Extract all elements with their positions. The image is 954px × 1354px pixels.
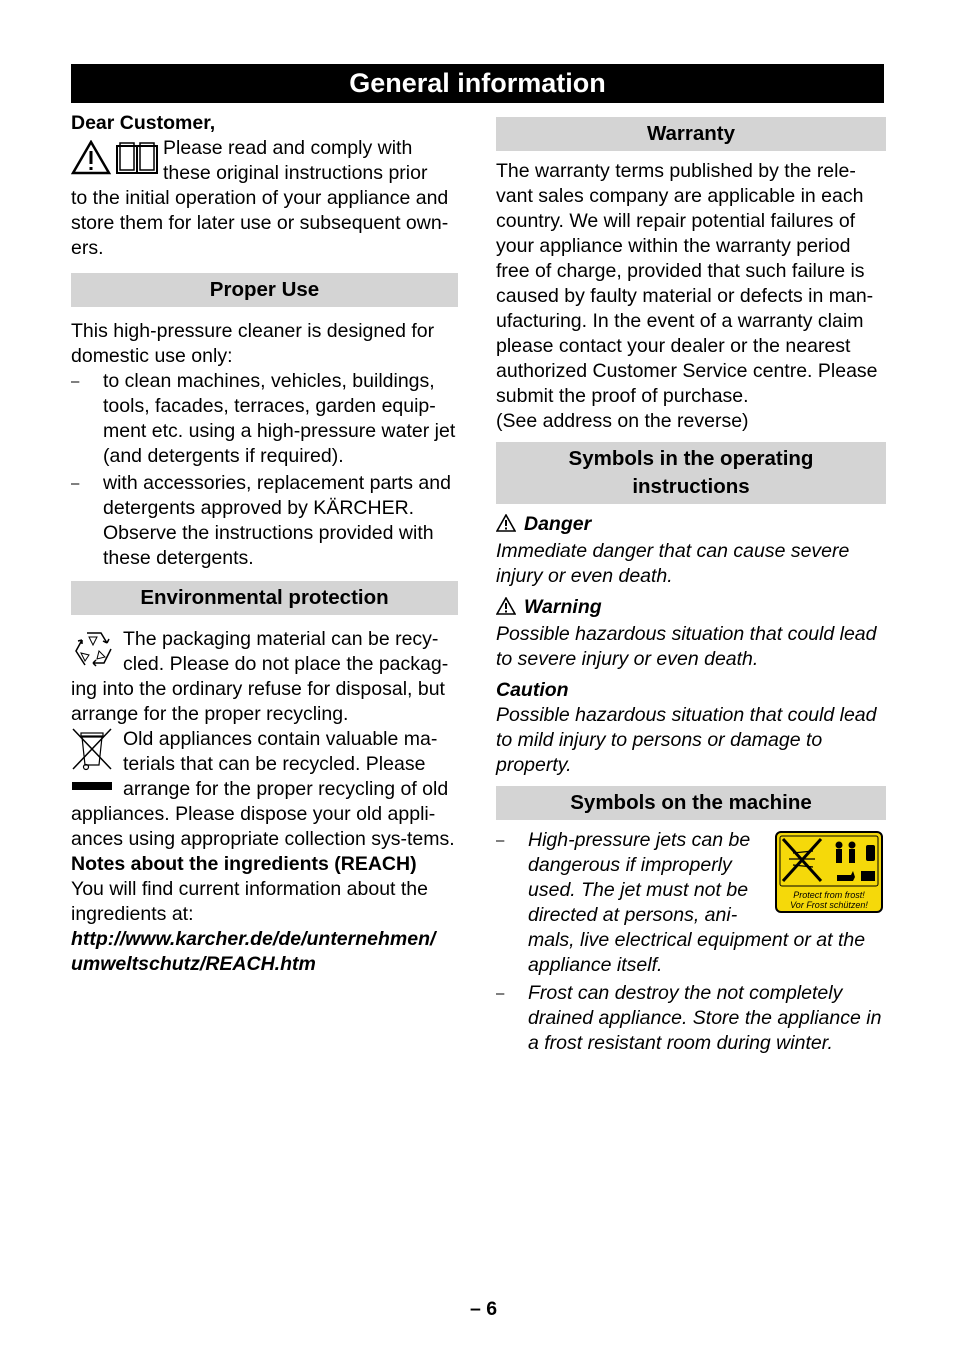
- disposal-line-2: terials that can be recycled. Please: [123, 753, 426, 775]
- disposal-line-3: arrange for the proper recycling of old: [123, 778, 449, 800]
- recycle-line-1: The packaging material can be recy-: [123, 628, 439, 650]
- symbols-operating-heading: Symbols in the operating instructions: [496, 442, 886, 504]
- warning-label: Warning: [496, 595, 886, 622]
- environmental-heading: Environmental protection: [71, 581, 458, 615]
- warranty-heading: Warranty: [496, 117, 886, 151]
- label-text-line-1: Protect from frost!: [793, 890, 865, 900]
- left-column: [71, 111, 458, 977]
- warning-text: Possible hazardous situation that could lead to severe injury or even death.: [496, 623, 877, 670]
- list-item: – Frost can destroy the not completely drained appliance. Store the appliance in a frost resistant room during winter.: [496, 982, 882, 1054]
- intro-line-1: Please read and comply with: [163, 137, 413, 159]
- caution-text: Possible hazardous situation that could lead to mild injury to persons or damage to property.: [496, 704, 877, 776]
- warning-triangle-icon: [496, 514, 516, 539]
- intro-block: [71, 136, 458, 261]
- proper-use-intro: This high-pressure cleaner is designed for domestic use only:: [71, 320, 435, 367]
- intro-text: to the initial operation of your appliance and store them for later use or subsequent own-ers.: [71, 187, 449, 259]
- list-item: – with accessories, replacement parts and detergents approved by KÄRCHER. Observe the instructions provided with these detergents.: [71, 472, 451, 569]
- machine-warning-label: [775, 831, 883, 920]
- label-text-line-2: Vor Frost schützen!: [790, 900, 868, 910]
- reach-heading: Notes about the ingredients (REACH): [71, 853, 417, 875]
- symbols-machine-heading: Symbols on the machine: [496, 786, 886, 820]
- list-item: – to clean machines, vehicles, buildings, tools, facades, terraces, garden equip-ment etc. using a high-pressure water jet (and detergents if required).: [71, 370, 456, 467]
- recycle-line-2: cled. Please do not place the packag-: [123, 653, 449, 675]
- warning-manual-icon: [71, 140, 163, 180]
- greeting: Dear Customer,: [71, 112, 216, 134]
- crossed-bin-icon: [71, 727, 123, 799]
- disposal-line-1: Old appliances contain valuable ma-: [123, 728, 438, 750]
- recycle-icon: [71, 627, 123, 677]
- page-number: – 6: [470, 1298, 498, 1320]
- reach-text: You will find current information about the ingredients at:: [71, 878, 428, 925]
- proper-use-list: [71, 369, 458, 571]
- reach-link-line-2[interactable]: umweltschutz/REACH.htm: [71, 953, 316, 975]
- recycle-text: ing into the ordinary refuse for disposal, but arrange for the proper recycling.: [71, 678, 445, 725]
- danger-text: Immediate danger that can cause severe injury or even death.: [496, 540, 850, 587]
- warranty-address-note: (See address on the reverse): [496, 410, 749, 432]
- warranty-text: The warranty terms published by the rele-vant sales company are applicable in each country. We will repair potential failures of your appliance within the warranty period free of charge, provided that such failure is caused by faulty material or defects in man-ufacturing. In the event of a warranty claim please contact your dealer or the nearest authorized Customer Service centre. Please submit the proof of purchase.: [496, 160, 878, 407]
- page-title: General information: [71, 64, 884, 103]
- disposal-text: appliances. Please dispose your old appli-ances using appropriate collection sys-tems.: [71, 803, 455, 850]
- proper-use-heading: Proper Use: [71, 273, 458, 307]
- intro-line-2: these original instructions prior: [163, 162, 428, 184]
- machine-symbols-list: [496, 828, 886, 1056]
- danger-label: Danger: [496, 512, 886, 539]
- reach-link-line-1[interactable]: http://www.karcher.de/de/unternehmen/: [71, 928, 436, 950]
- list-item: – Protect from frost! Vor Frost schützen! High-pressure jets can be dangerous if improperly used. The jet must not be directed at persons, ani- mals, live electrical equipment or at the appliance itself.: [496, 828, 886, 978]
- caution-label: Caution: [496, 679, 569, 701]
- disposal-block: [71, 727, 458, 852]
- right-column: [496, 117, 886, 1058]
- recycling-block: [71, 627, 458, 727]
- warning-triangle-icon: [496, 597, 516, 622]
